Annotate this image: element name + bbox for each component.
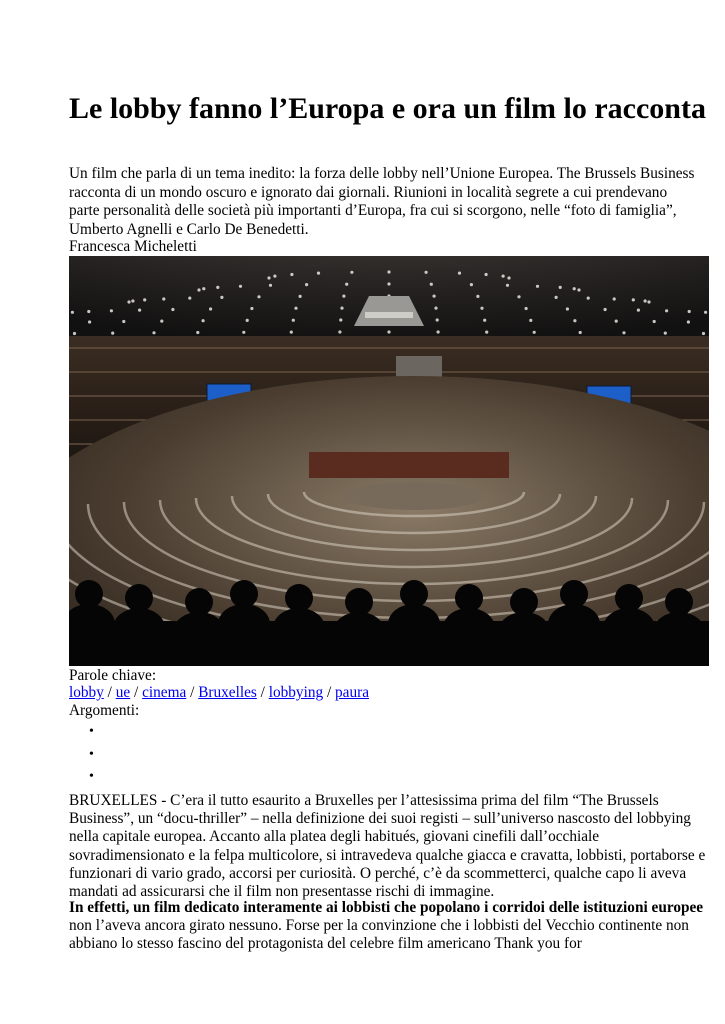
parliament-hemicycle-photo bbox=[69, 256, 709, 666]
keyword-link-lobby[interactable]: lobby bbox=[69, 684, 104, 701]
keyword-separator: / bbox=[130, 684, 143, 701]
article-paragraph-2 bbox=[69, 899, 709, 954]
paragraph-2-text: non l’aveva ancora girato nessuno. Forse per la convinzione che i lobbisti del Vecchio continente non abbiano lo stesso fascino del protagonista del celebre film americano Thank you for bbox=[69, 917, 689, 953]
keyword-separator: / bbox=[186, 684, 199, 701]
keywords-list bbox=[69, 684, 369, 702]
keyword-link-ue[interactable]: ue bbox=[115, 684, 131, 701]
article-lede: Un film che parla di un tema inedito: la forza delle lobby nell’Unione Europea. The Brussels Business racconta di un mondo oscuro e ignorato dai giornali. Riunioni in località segrete a cui prendevano parte personalità delle società più importanti d’Europa, fra cui si scorgono, nelle “foto di famiglia”, Umberto Agnelli e Carlo De Benedetti. bbox=[69, 165, 695, 238]
article-paragraph-1: BRUXELLES - C’era il tutto esaurito a Bruxelles per l’attesissima prima del film “The Brussels Business”, un “docu-thriller” – nella definizione dei suoi registi – sull’universo nascosto del lobbying nella capitale europea. Accanto alla platea degli habitués, giovani cinefili dall’occhiale sovradimensionato e la felpa multicolore, si intravedeva qualche giacca e cravatta, lobbisti, portaborse e funzionari di vario grado, accorsi per curiosità. O perché, c’è da scommetterci, qualche capo li aveva mandati ad assicurarsi che il film non presentasse rischi di immagine. bbox=[69, 792, 706, 901]
keywords-label: Parole chiave: bbox=[69, 667, 157, 684]
keyword-link-lobbying[interactable]: lobbying bbox=[268, 684, 324, 701]
keyword-link-cinema[interactable]: cinema bbox=[142, 684, 187, 701]
paragraph-2-bold-lead: In effetti, un film dedicato interamente ai lobbisti che popolano i corridoi delle istituzioni europee bbox=[69, 899, 704, 916]
keyword-separator: / bbox=[323, 684, 336, 701]
article-title: Le lobby fanno l’Europa e ora un film lo racconta bbox=[69, 92, 706, 125]
keyword-separator: / bbox=[103, 684, 116, 701]
keyword-separator: / bbox=[256, 684, 269, 701]
hemicycle-illustration bbox=[69, 256, 709, 666]
keyword-link-paura[interactable]: paura bbox=[335, 684, 370, 701]
article-author: Francesca Micheletti bbox=[69, 238, 197, 255]
topics-label: Argomenti: bbox=[69, 702, 140, 719]
keyword-link-bruxelles[interactable]: Bruxelles bbox=[198, 684, 257, 701]
